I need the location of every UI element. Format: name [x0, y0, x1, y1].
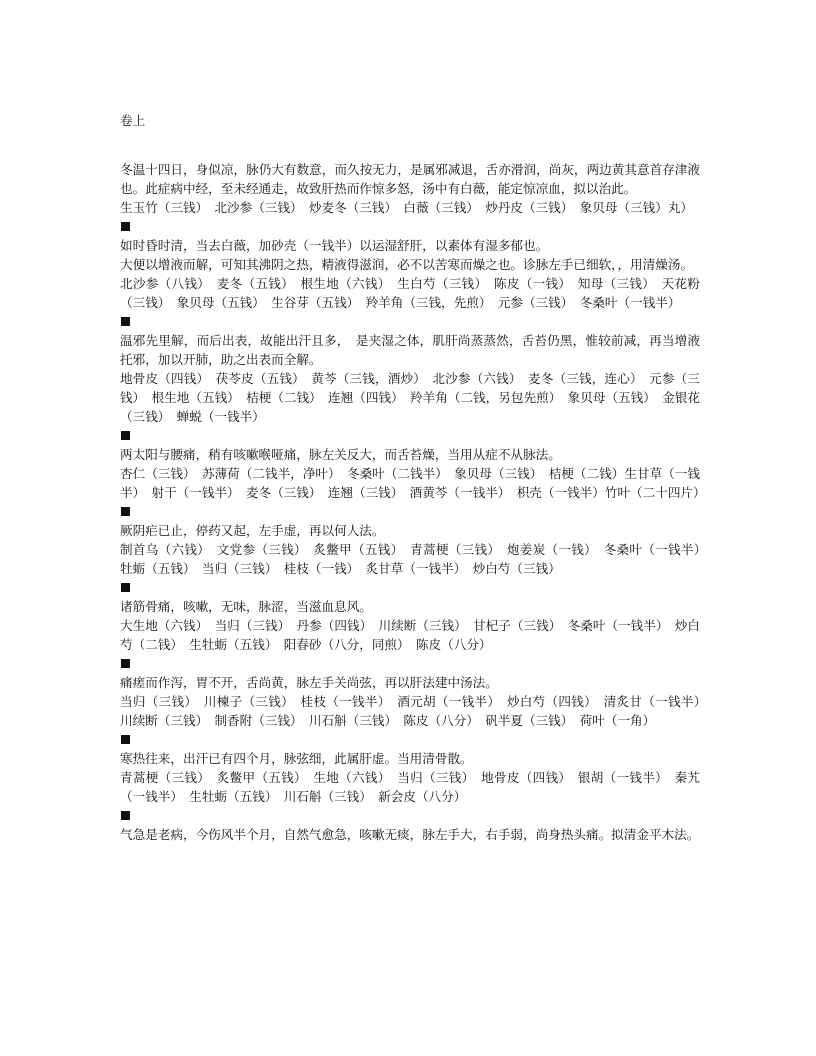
case-7-prescription: 当归（三钱） 川楝子（三钱） 桂枝（一钱半） 酒元胡（一钱半） 炒白芍（四钱） 清炙甘（一钱半） 川续断（三钱） 制香附（三钱） 川石斛（三钱） 陈皮（八分） 矾半夏（三钱） 荷叶（一角） [120, 694, 713, 728]
case-2-note: 如时昏时清，当去白薇，加砂壳（一钱半）以运湿舒肝，以素体有湿多郁也。 [120, 238, 549, 253]
section-separator-square [121, 583, 130, 592]
case-5-prescription: 制首乌（六钱） 文党参（三钱） 炙鳖甲（五钱） 青蒿梗（三钱） 炮姜炭（一钱） 冬桑叶（一钱半） 牡蛎（五钱） 当归（三钱） 桂枝（一钱） 炙甘草（一钱半） 炒白芍（三钱） [120, 542, 713, 576]
case-9-description: 气急是老病，今伤风半个月，自然气愈急，咳嗽无痰，脉左手大，右手弱，尚身热头痛。拟清金平木法。 [120, 827, 700, 842]
section-separator-square [121, 317, 130, 326]
case-5-description: 厥阴疟已止，停药又起，左手虚，再以何人法。 [120, 523, 385, 538]
document-page [120, 111, 713, 844]
case-3-prescription: 地骨皮（四钱） 茯苓皮（五钱） 黄芩（三钱，酒炒） 北沙参（六钱） 麦冬（三钱，连心） 元参（三钱） 根生地（五钱） 桔梗（二钱） 连翘（四钱） 羚羊角（二钱，另包先煎） 象贝母（五钱） 金银花（三钱） 蝉蜕（一钱半） [120, 371, 700, 424]
case-3-description: 温邪先里解，而后出表，故能出汗且多， 是夹湿之体，肌肝尚蒸蒸然，舌苔仍黑，惟较前减，再当增液托邪，加以开肺，助之出表而全解。 [120, 333, 700, 367]
case-2-prescription: 北沙参（八钱） 麦冬（五钱） 根生地（六钱） 生白芍（三钱） 陈皮（一钱） 知母（三钱） 天花粉（三钱） 象贝母（五钱） 生谷芽（五钱） 羚羊角（三钱，先煎） 元参（三钱） 冬桑叶（一钱半） [120, 276, 700, 310]
case-6-prescription: 大生地（六钱） 当归（三钱） 丹参（四钱） 川续断（三钱） 甘杞子（三钱） 冬桑叶（一钱半） 炒白芍（二钱） 生牡蛎（五钱） 阳春砂（八分，同煎） 陈皮（八分） [120, 618, 700, 652]
case-7-description: 痛瘥而作泻，胃不开，舌尚黄，脉左手关尚弦，再以肝法建中汤法。 [120, 675, 498, 690]
case-8-description: 寒热往来，出汗已有四个月，脉弦细，此属肝虚。当用清骨散。 [120, 751, 473, 766]
case-8-prescription: 青蒿梗（三钱） 炙鳖甲（五钱） 生地（六钱） 当归（三钱） 地骨皮（四钱） 银胡（一钱半） 秦艽（一钱半） 生牡蛎（五钱） 川石斛（三钱） 新会皮（八分） [120, 770, 700, 804]
section-separator-square [121, 811, 130, 820]
section-separator-square [121, 735, 130, 744]
section-separator-square [121, 659, 130, 668]
case-1-prescription: 生玉竹（三钱） 北沙参（三钱） 炒麦冬（三钱） 白薇（三钱） 炒丹皮（三钱） 象贝母（三钱）丸） [120, 200, 694, 215]
volume-header: 卷上 [120, 113, 146, 128]
case-6-description: 诸筋骨痛，咳嗽，无味，脉涩，当滋血息风。 [120, 599, 372, 614]
case-4-description: 两太阳与腰痛，稍有咳嗽喉哑痛，脉左关反大，而舌苔燥，当用从症不从脉法。 [120, 447, 561, 462]
case-1-description: 冬温十四日，身似凉，脉仍大有数意，而久按无力，是属邪减退，舌亦滑润，尚灰，两边黄其意首存津液也。此症病中经，至未经通走，故致肝热而作惊多怒，汤中有白薇，能定惊凉血，拟以治此。 [120, 162, 700, 196]
case-4-prescription: 杏仁（三钱） 苏薄荷（二钱半，净叶） 冬桑叶（二钱半） 象贝母（三钱） 桔梗（二钱）生甘草（一钱半） 射干（一钱半） 麦冬（三钱） 连翘（三钱） 酒黄芩（一钱半） 枳壳（一钱半）竹叶（二十四片） [120, 466, 706, 500]
case-2-description: 大便以增液而解，可知其沸阴之热，精液得滋润，必不以苦寒而燥之也。诊脉左手已细软，，用清燥汤。 [120, 257, 694, 272]
section-separator-square [121, 222, 130, 231]
section-separator-square [121, 431, 130, 440]
section-separator-square [121, 507, 130, 516]
